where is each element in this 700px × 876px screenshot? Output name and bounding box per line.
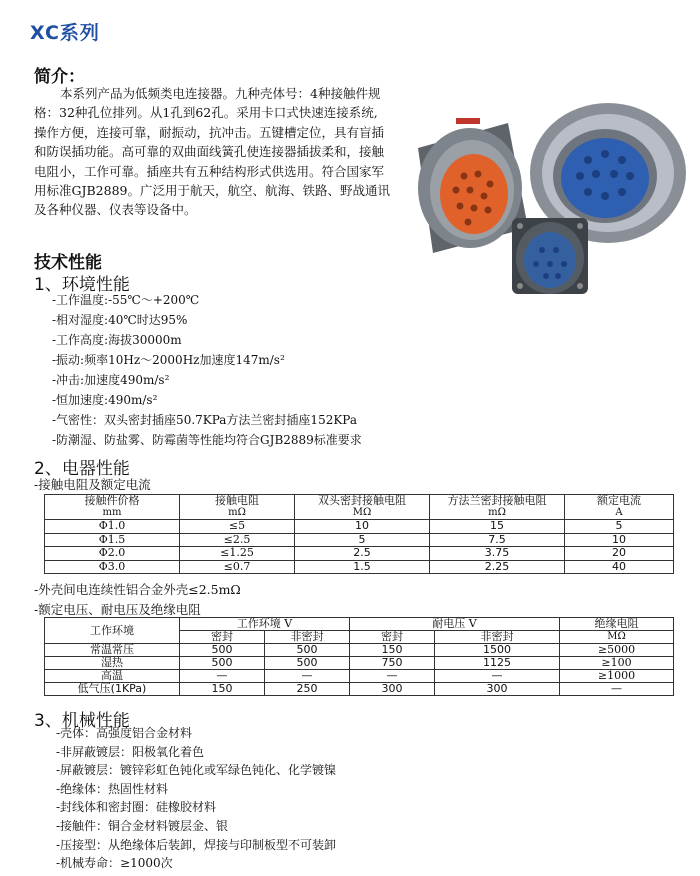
table-cell: 1.5 — [295, 560, 430, 574]
tech-heading: 技术性能 — [34, 253, 102, 273]
blue-connector-icon — [512, 218, 588, 294]
elec-heading: 2、电器性能 — [34, 459, 130, 479]
table-cell: ≤2.5 — [180, 533, 295, 547]
table-cell: — — [350, 670, 435, 683]
table-cell: 500 — [265, 644, 350, 657]
table-cell: ≥5000 — [560, 644, 674, 657]
table-cell: 10 — [295, 520, 430, 534]
table-cell: — — [435, 670, 560, 683]
table-cell: 非密封 — [265, 631, 350, 644]
env-heading: 1、环境性能 — [34, 275, 130, 295]
table-cell: — — [180, 670, 265, 683]
list-item: -防潮湿、防盐雾、防霉菌等性能均符合GJB2889标准要求 — [52, 433, 362, 447]
table-cell: 绝缘电阻 — [560, 618, 674, 631]
table-cell: Φ1.0 — [45, 520, 180, 534]
table-cell: ≤0.7 — [180, 560, 295, 574]
table-cell: ≤1.25 — [180, 547, 295, 561]
table-row — [45, 560, 674, 574]
table-cell: 5 — [565, 520, 674, 534]
list-item: -机械寿命：≥1000次 — [56, 856, 173, 871]
list-item: -工作高度:海拔30000m — [52, 333, 182, 347]
table-cell: ≥100 — [560, 657, 674, 670]
table-cell: 湿热 — [45, 657, 180, 670]
table-cell: ≥1000 — [560, 670, 674, 683]
table-cell: 10 — [565, 533, 674, 547]
table-cell: 500 — [180, 644, 265, 657]
table-cell: 5 — [295, 533, 430, 547]
connector-photo — [408, 88, 688, 318]
table-cell: 150 — [180, 683, 265, 696]
table-cell: 密封 — [180, 631, 265, 644]
list-item: -恒加速度:490m/s² — [52, 393, 158, 407]
table-cell: 7.5 — [430, 533, 565, 547]
table-cell: 工作环境 V — [180, 618, 350, 631]
table-cell: MΩ — [560, 631, 674, 644]
table2-caption: -额定电压、耐电压及绝缘电阻 — [34, 602, 201, 617]
table-cell: 密封 — [350, 631, 435, 644]
orange-connector-icon — [418, 118, 528, 253]
table-cell: 非密封 — [435, 631, 560, 644]
list-item: -冲击:加速度490m/s² — [52, 373, 170, 387]
table-row — [45, 547, 674, 561]
table-cell: 2.5 — [295, 547, 430, 561]
mech-list — [56, 724, 336, 873]
table-cell: 750 — [350, 657, 435, 670]
list-item: -绝缘体：热固性材料 — [56, 781, 169, 796]
table-cell: 工作环境 — [45, 618, 180, 644]
table-cell: 300 — [435, 683, 560, 696]
list-item: -壳体：高强度铝合金材料 — [56, 726, 193, 740]
table-cell: 双头密封接触电阻 MΩ — [295, 495, 430, 520]
table-cell: 15 — [430, 520, 565, 534]
table-cell: — — [265, 670, 350, 683]
list-item: -相对湿度:40℃时达95% — [52, 313, 188, 327]
table-row — [45, 657, 674, 670]
table-row — [45, 520, 674, 534]
list-item: -振动:频率10Hz～2000Hz加速度147m/s² — [52, 353, 285, 367]
table-cell: 2.25 — [430, 560, 565, 574]
table-cell: 250 — [265, 683, 350, 696]
table-cell: 1500 — [435, 644, 560, 657]
table-cell: Φ2.0 — [45, 547, 180, 561]
table-cell: 额定电流 A — [565, 495, 674, 520]
table1-caption: -接触电阻及额定电流 — [34, 477, 151, 492]
list-item: -屏蔽镀层：镀锌彩虹色钝化或军绿色钝化、化学镀镍 — [56, 763, 337, 778]
table-cell: 1125 — [435, 657, 560, 670]
table-cell: 接触电阻 mΩ — [180, 495, 295, 520]
table-cell: 3.75 — [430, 547, 565, 561]
table-cell: 150 — [350, 644, 435, 657]
intro-heading: 简介： — [34, 67, 85, 87]
table-header-row — [45, 618, 674, 631]
list-item: -气密性：双头密封插座50.7KPa方法兰密封插座152KPa — [52, 413, 357, 427]
table-cell: 300 — [350, 683, 435, 696]
shell-note: -外壳间电连续性铝合金外壳≤2.5mΩ — [34, 582, 241, 597]
env-list — [52, 290, 362, 450]
table-cell: ≤5 — [180, 520, 295, 534]
voltage-table — [44, 617, 674, 696]
table-cell: 40 — [565, 560, 674, 574]
table-cell: Φ1.5 — [45, 533, 180, 547]
list-item: -压接型：从绝缘体后装卸，焊接与印制板型不可装卸 — [56, 837, 337, 852]
table-cell: Φ3.0 — [45, 560, 180, 574]
table-cell: 耐电压 V — [350, 618, 560, 631]
table-cell: 高温 — [45, 670, 180, 683]
list-item: -封线体和密封圈：硅橡胶材料 — [56, 800, 217, 815]
table-row — [45, 533, 674, 547]
list-item: -接触件：铜合金材料镀层金、银 — [56, 818, 229, 833]
table-cell: 500 — [180, 657, 265, 670]
table-cell: 接触件价格 mm — [45, 495, 180, 520]
mech-heading: 3、机械性能 — [34, 711, 130, 731]
table-header-row — [45, 495, 674, 520]
table-cell: 20 — [565, 547, 674, 561]
table-cell: 常温常压 — [45, 644, 180, 657]
table-cell: — — [560, 683, 674, 696]
list-item: -工作温度:-55℃～+200℃ — [52, 293, 200, 307]
page-title: XC系列 — [30, 22, 100, 44]
table-cell: 500 — [265, 657, 350, 670]
table-cell: 低气压(1KPa) — [45, 683, 180, 696]
table-row — [45, 670, 674, 683]
list-item: -非屏蔽镀层：阳极氧化着色 — [56, 744, 205, 759]
table-row — [45, 683, 674, 696]
intro-text: 本系列产品为低频类电连接器。九种壳体号：4种接触件规格：32种孔位排列。从1孔到62孔。采用卡口式快速连接系统,操作方便，连接可靠，耐振动，抗冲击。五键槽定位，具有盲插和防误插功能。高可靠的双曲面线簧孔使连接器插拔柔和，接触电阻小，工作可靠。插座共有五种结构形式供选用。符合国家军用标准GJB2889。广泛用于航天，航空、航海、铁路、野战通讯及各种仪器、仪表等设备中。 — [34, 86, 390, 218]
table-row — [45, 644, 674, 657]
contact-resistance-table — [44, 494, 674, 574]
table-cell: 方法兰密封接触电阻 mΩ — [430, 495, 565, 520]
